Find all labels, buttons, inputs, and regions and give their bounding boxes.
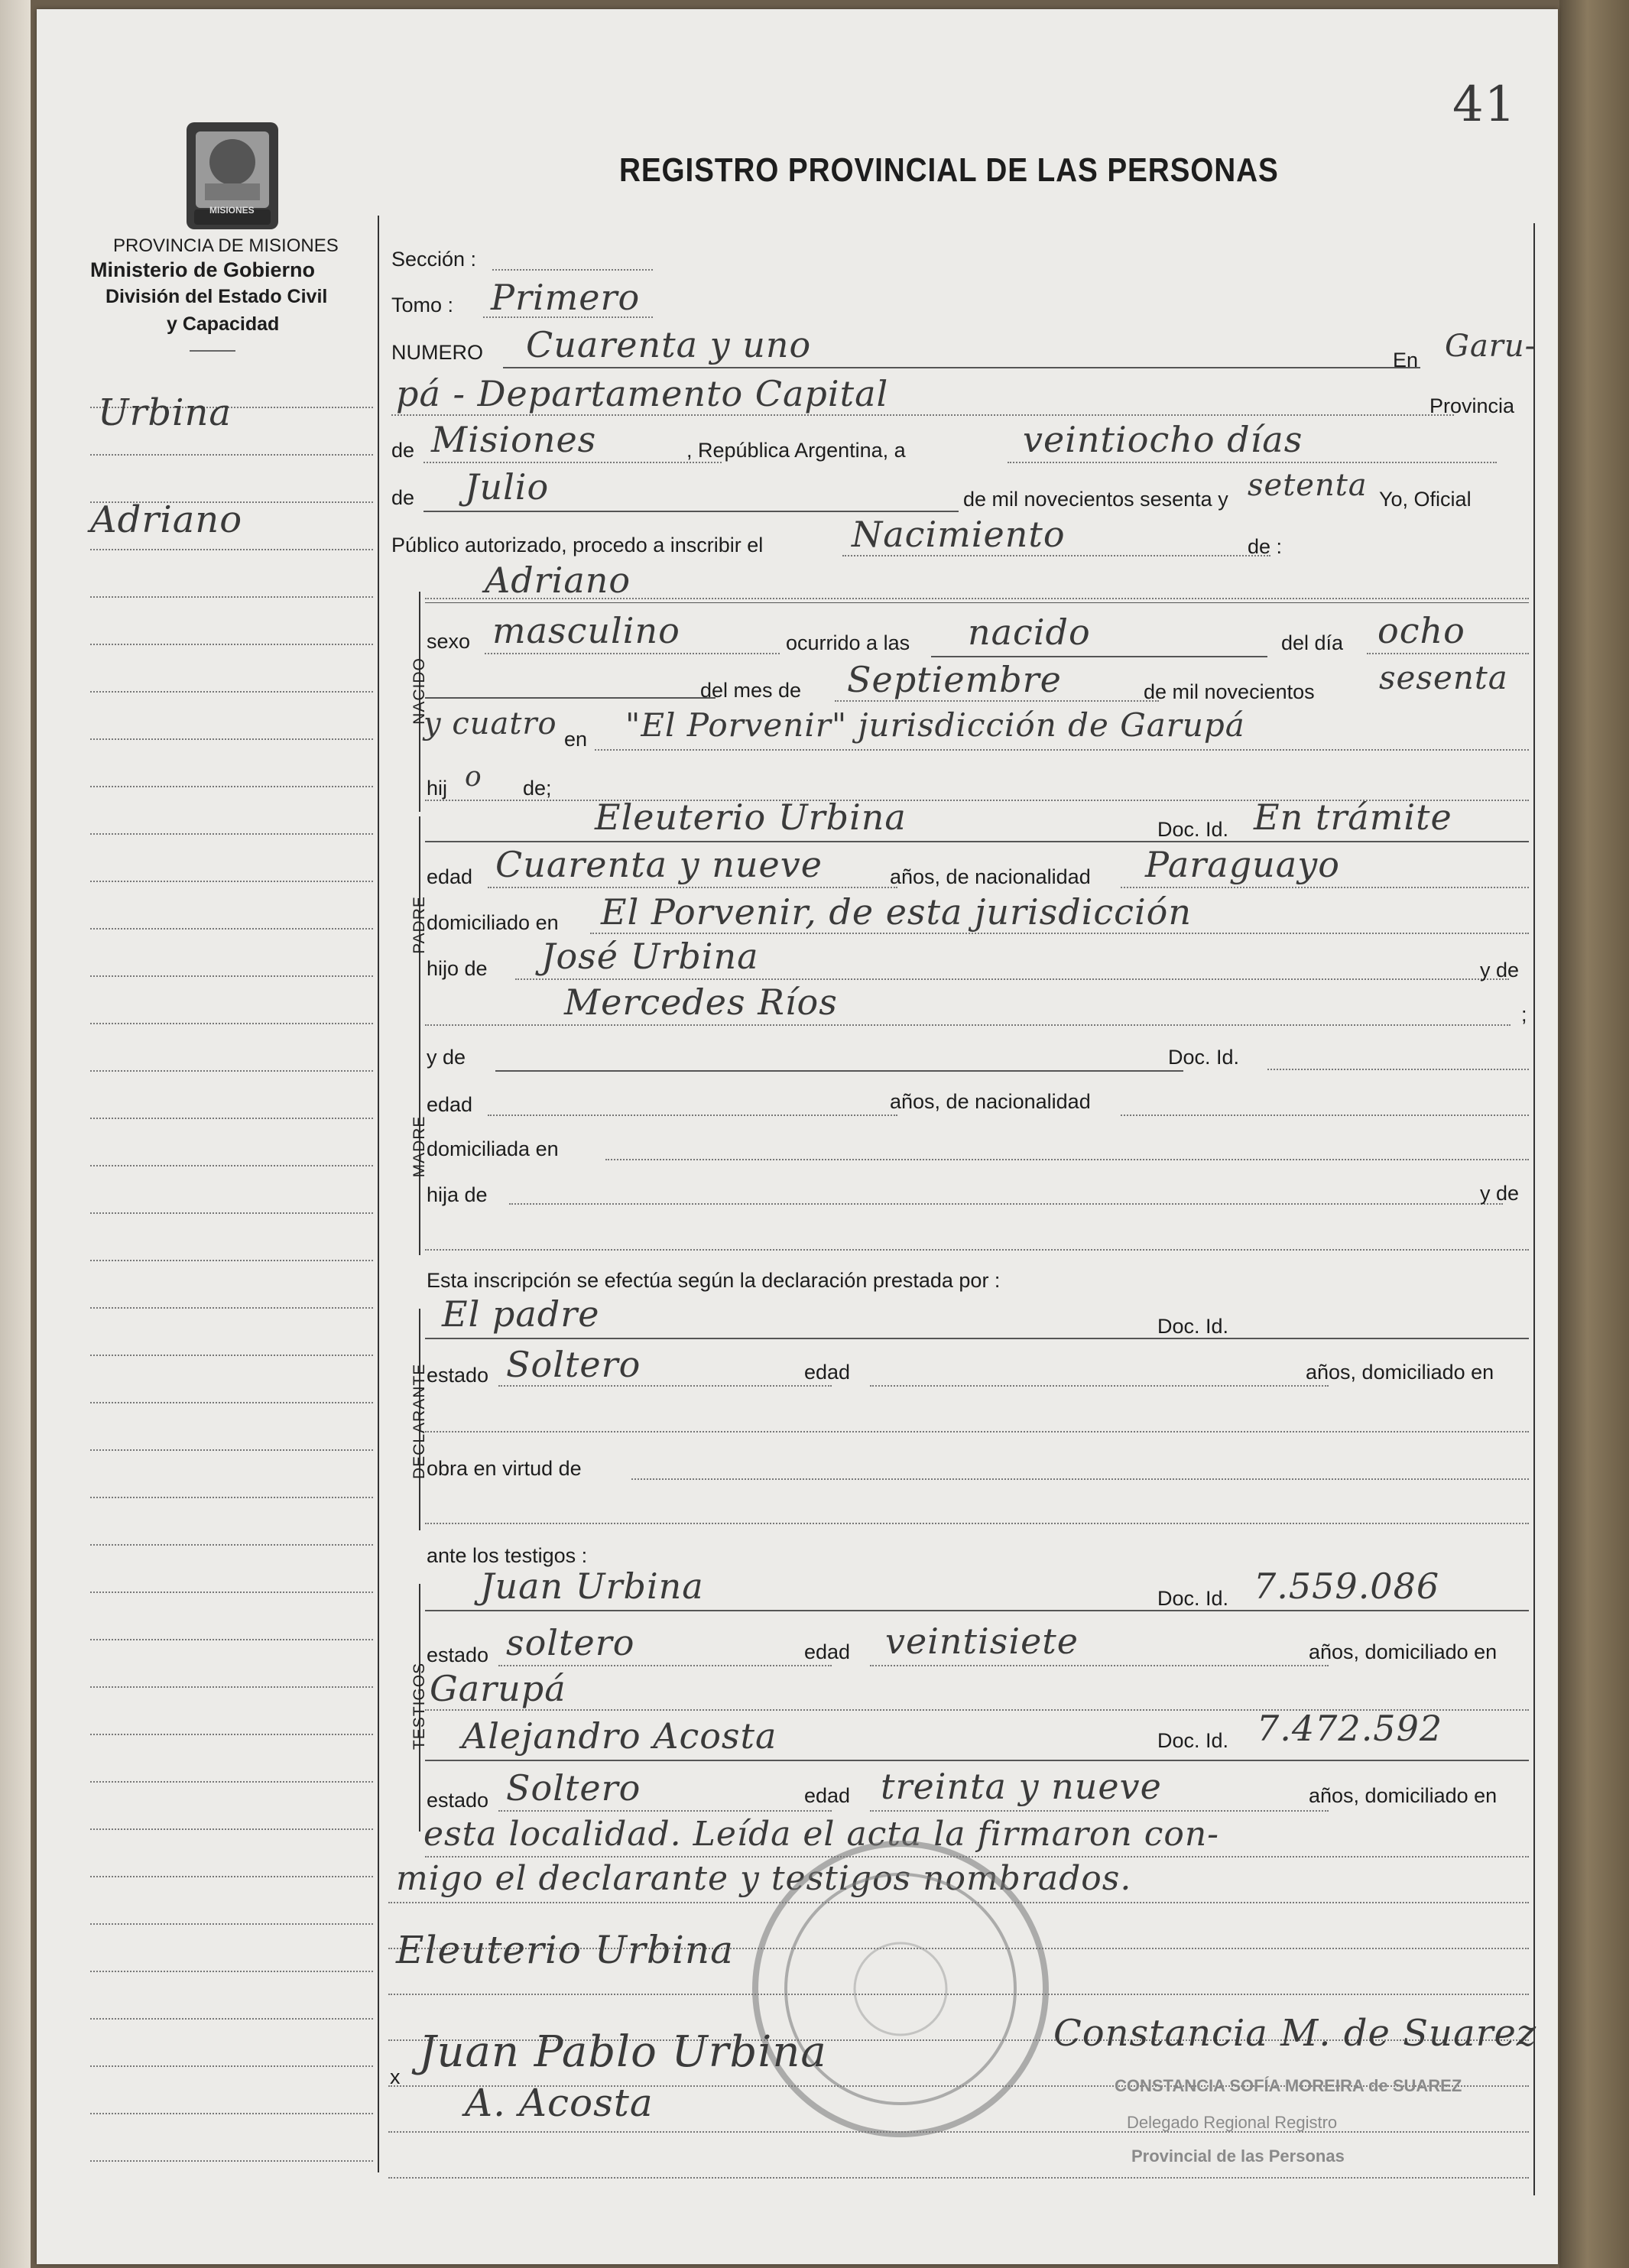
madre-doc-line bbox=[1267, 1069, 1529, 1070]
padre-nac-line bbox=[1121, 887, 1529, 888]
sexo-line bbox=[485, 653, 780, 654]
margin-rule bbox=[90, 1876, 373, 1877]
month-line bbox=[423, 511, 959, 512]
padre-dom-line bbox=[590, 933, 1529, 934]
padre-name-line bbox=[425, 841, 1529, 842]
lugar-value: "El Porvenir" jurisdicción de Garupá bbox=[625, 706, 1245, 744]
testigo1-estado-line bbox=[498, 1665, 832, 1666]
numero-label: NUMERO bbox=[391, 341, 483, 364]
provincia-label: Provincia bbox=[1429, 394, 1515, 417]
year-value: setenta bbox=[1248, 468, 1368, 503]
margin-given-name: Adriano bbox=[90, 498, 243, 541]
obra-label: obra en virtud de bbox=[427, 1457, 582, 1480]
division-label-2: y Capacidad bbox=[167, 313, 280, 335]
hijo-label: hij bbox=[427, 777, 448, 800]
margin-rule bbox=[90, 1639, 373, 1640]
stamp-line-1: CONSTANCIA SOFÍA MOREIRA de SUAREZ bbox=[1115, 2076, 1462, 2095]
margin-rule bbox=[90, 1260, 373, 1261]
signature-padre: Eleuterio Urbina bbox=[396, 1928, 734, 1972]
declarante-line bbox=[425, 1338, 1529, 1339]
testigo1-edad-value: veintisiete bbox=[885, 1621, 1079, 1662]
margin-rule bbox=[90, 1971, 373, 1972]
obra-line bbox=[631, 1478, 1529, 1480]
lugar-line bbox=[595, 749, 1529, 751]
numero-line bbox=[503, 367, 1420, 368]
testigo2-edad-line bbox=[870, 1810, 1329, 1812]
document-title: REGISTRO PROVINCIAL DE LAS PERSONAS bbox=[619, 151, 1279, 189]
stamp-line-3: Provincial de las Personas bbox=[1131, 2146, 1345, 2166]
testigo2-doc-value: 7.472.592 bbox=[1257, 1708, 1443, 1749]
testigo2-anos-label: años, domiciliado en bbox=[1309, 1784, 1498, 1807]
testigo2-estado-value: Soltero bbox=[506, 1767, 641, 1809]
en-label: En bbox=[1393, 349, 1419, 372]
margin-surname: Urbina bbox=[98, 391, 232, 434]
mil-novecientos-label: de mil novecientos sesenta y bbox=[963, 488, 1228, 511]
margin-rule bbox=[90, 596, 373, 598]
section-label-nacido: NACIDO bbox=[410, 657, 428, 725]
testigo1-edad-line bbox=[870, 1665, 1329, 1666]
testigo1-value: Juan Urbina bbox=[480, 1566, 704, 1607]
margin-rule bbox=[90, 1118, 373, 1119]
margin-rule bbox=[90, 1686, 373, 1688]
day-value: veintiocho días bbox=[1023, 419, 1303, 460]
decl-dom-line bbox=[425, 1431, 1529, 1433]
testigo2-value: Alejandro Acosta bbox=[462, 1715, 777, 1757]
margin-divider bbox=[378, 216, 379, 2172]
margin-rule bbox=[90, 644, 373, 645]
padre-hijo-de-label: hijo de bbox=[427, 957, 488, 980]
province-label: PROVINCIA DE MISIONES bbox=[113, 235, 339, 256]
margin-rule bbox=[90, 1355, 373, 1356]
del-dia-label: del día bbox=[1281, 631, 1344, 654]
place-line bbox=[391, 414, 1454, 416]
en-value: Garu- bbox=[1445, 329, 1537, 364]
mil-novecientos-label-2: de mil novecientos bbox=[1144, 680, 1315, 703]
section-label-madre: MADRE bbox=[410, 1115, 428, 1178]
abuelo-line bbox=[515, 978, 1509, 980]
decl-anos-label: años, domiciliado en bbox=[1306, 1361, 1494, 1384]
declarante-value: El padre bbox=[442, 1293, 600, 1335]
de-colon-label: de : bbox=[1248, 535, 1283, 558]
decl-estado-line bbox=[498, 1385, 832, 1387]
x-mark: x bbox=[390, 2065, 401, 2088]
signature-testigo2: A. Acosta bbox=[465, 2081, 654, 2125]
provincia-line bbox=[423, 462, 722, 463]
de-semi-label: de; bbox=[523, 777, 552, 800]
section-label-padre: PADRE bbox=[410, 896, 428, 954]
mes-value: Septiembre bbox=[847, 659, 1062, 700]
anio-nac-value: sesenta bbox=[1379, 659, 1508, 696]
official-seal-icon bbox=[740, 1828, 1061, 2150]
testigo1-estado-label: estado bbox=[427, 1643, 489, 1666]
numero-value: Cuarenta y uno bbox=[526, 324, 812, 365]
testigo1-anos-label: años, domiciliado en bbox=[1309, 1640, 1498, 1663]
padre-edad-line bbox=[488, 887, 897, 888]
madre-hija-de-label: hija de bbox=[427, 1183, 488, 1206]
de-label-2: de bbox=[391, 486, 415, 509]
testigos-label: ante los testigos : bbox=[427, 1544, 588, 1567]
yo-oficial-label: Yo, Oficial bbox=[1379, 488, 1472, 511]
testigo2-line bbox=[425, 1760, 1529, 1761]
page-number: 41 bbox=[1452, 76, 1517, 133]
hora-value: nacido bbox=[968, 612, 1091, 653]
hora-line bbox=[931, 656, 1267, 657]
margin-rule bbox=[90, 2113, 373, 2114]
testigo1-line bbox=[425, 1610, 1529, 1611]
padre-name-value: Eleuterio Urbina bbox=[595, 797, 907, 838]
margin-rule bbox=[90, 1828, 373, 1830]
margin-rule bbox=[90, 1165, 373, 1166]
dia-line bbox=[1367, 653, 1529, 654]
decl-edad-label: edad bbox=[804, 1361, 851, 1384]
seccion-label: Sección : bbox=[391, 248, 477, 271]
book-binding-edge bbox=[1559, 0, 1629, 2268]
section-label-declarante: DECLARANTE bbox=[410, 1363, 428, 1479]
en-lower-label: en bbox=[564, 728, 588, 751]
name-value: Adriano bbox=[485, 560, 631, 601]
sig-line-6 bbox=[388, 2177, 1529, 2179]
margin-rule bbox=[90, 691, 373, 693]
testigo2-estado-label: estado bbox=[427, 1789, 489, 1812]
testigo2-edad-value: treinta y nueve bbox=[881, 1766, 1162, 1807]
division-label-1: División del Estado Civil bbox=[105, 286, 328, 307]
declarante-doc-label: Doc. Id. bbox=[1157, 1315, 1229, 1338]
day-line bbox=[1008, 462, 1497, 463]
place-value: pá - Departamento Capital bbox=[396, 373, 889, 414]
margin-rule bbox=[90, 454, 373, 456]
seal-text: MISIONES bbox=[209, 205, 255, 216]
margin-rule bbox=[90, 1497, 373, 1498]
madre-name-line bbox=[495, 1070, 1183, 1072]
margin-rule bbox=[90, 2065, 373, 2067]
decl-estado-label: estado bbox=[427, 1364, 489, 1387]
margin-rule bbox=[90, 1070, 373, 1072]
dia-value: ocho bbox=[1378, 610, 1465, 651]
blank-line bbox=[425, 697, 716, 699]
margin-rule bbox=[90, 1023, 373, 1024]
padre-dom-value: El Porvenir, de esta jurisdicción bbox=[601, 891, 1192, 933]
hijo-suffix: o bbox=[465, 761, 482, 793]
margin-rule bbox=[90, 1923, 373, 1925]
margin-rule bbox=[90, 928, 373, 930]
de-label-1: de bbox=[391, 439, 415, 462]
section-label-testigos: TESTIGOS bbox=[410, 1662, 428, 1750]
abuela-value: Mercedes Ríos bbox=[564, 982, 838, 1023]
margin-rule bbox=[90, 833, 373, 835]
del-mes-label: del mes de bbox=[700, 679, 802, 702]
mes-line bbox=[835, 700, 1159, 702]
madre-doc-label: Doc. Id. bbox=[1168, 1046, 1240, 1069]
madre-nac-line bbox=[1121, 1115, 1529, 1116]
abuela-line bbox=[425, 1024, 1511, 1026]
acto-line bbox=[842, 555, 1270, 556]
sexo-value: masculino bbox=[492, 610, 680, 651]
madre-padres-line bbox=[509, 1203, 1503, 1205]
padre-doc-value: En trámite bbox=[1254, 797, 1452, 838]
margin-rule bbox=[90, 738, 373, 740]
madre-extra-line bbox=[425, 1249, 1529, 1251]
register-page bbox=[37, 9, 1558, 2264]
margin-rule bbox=[90, 1591, 373, 1593]
testigo2-estado-line bbox=[498, 1810, 832, 1812]
acto-value: Nacimiento bbox=[852, 514, 1066, 555]
signature-testigo1: Juan Pablo Urbina bbox=[419, 2027, 827, 2077]
margin-rule bbox=[90, 1449, 373, 1451]
testigo1-doc-value: 7.559.086 bbox=[1254, 1566, 1440, 1607]
month-value: Julio bbox=[465, 466, 550, 508]
margin-rule bbox=[90, 1212, 373, 1214]
madre-edad-label: edad bbox=[427, 1093, 473, 1116]
testigo1-dom-value: Garupá bbox=[430, 1668, 566, 1709]
divider bbox=[190, 350, 235, 352]
provincia-value: Misiones bbox=[431, 419, 597, 460]
testigo2-edad-label: edad bbox=[804, 1784, 851, 1807]
madre-edad-line bbox=[488, 1115, 897, 1116]
padre-nac-label: años, de nacionalidad bbox=[890, 865, 1091, 888]
publico-label: Público autorizado, procedo a inscribir el bbox=[391, 534, 764, 556]
declaracion-label: Esta inscripción se efectúa según la declaración prestada por : bbox=[427, 1269, 1001, 1292]
ministry-label: Ministerio de Gobierno bbox=[90, 258, 316, 281]
madre-dom-label: domiciliada en bbox=[427, 1137, 559, 1160]
margin-rule bbox=[90, 2018, 373, 2020]
signature-official: Constancia M. de Suarez bbox=[1053, 2012, 1537, 2055]
madre-dom-line bbox=[605, 1159, 1529, 1160]
sexo-label: sexo bbox=[427, 630, 471, 653]
decl-edad-line bbox=[870, 1385, 1329, 1387]
padre-nac-value: Paraguayo bbox=[1145, 844, 1340, 885]
margin-rule bbox=[90, 2160, 373, 2162]
margin-rule bbox=[90, 1544, 373, 1546]
stamp-line-2: Delegado Regional Registro bbox=[1127, 2113, 1338, 2132]
tomo-label: Tomo : bbox=[391, 294, 454, 316]
margin-rule bbox=[90, 881, 373, 882]
margin-rule bbox=[90, 1734, 373, 1735]
seccion-line bbox=[492, 269, 653, 271]
republica-label: , República Argentina, a bbox=[686, 439, 906, 462]
testigo1-edad-label: edad bbox=[804, 1640, 851, 1663]
abuelo-value: José Urbina bbox=[541, 936, 759, 977]
anio-nac-value-2: y cuatro bbox=[423, 706, 557, 741]
padre-y-de-label: y de bbox=[1480, 959, 1520, 982]
margin-rule bbox=[90, 1402, 373, 1403]
testigo2-doc-label: Doc. Id. bbox=[1157, 1729, 1229, 1752]
obra-line-2 bbox=[425, 1523, 1529, 1524]
testigo1-doc-label: Doc. Id. bbox=[1157, 1587, 1229, 1610]
padre-doc-label: Doc. Id. bbox=[1157, 818, 1229, 841]
tomo-value: Primero bbox=[491, 277, 641, 318]
margin-rule bbox=[90, 549, 373, 550]
ocurrido-label: ocurrido a las bbox=[786, 631, 910, 654]
margin-rule bbox=[90, 1307, 373, 1309]
padre-edad-label: edad bbox=[427, 865, 473, 888]
madre-y-de-label: y de bbox=[427, 1046, 466, 1069]
margin-rule bbox=[90, 975, 373, 977]
padre-semicolon: ; bbox=[1521, 1003, 1527, 1026]
left-page-edge bbox=[0, 0, 31, 2268]
madre-nac-label: años, de nacionalidad bbox=[890, 1090, 1091, 1113]
closing-text-1: esta localidad. Leída el acta la firmaron con- bbox=[423, 1815, 1220, 1854]
closing-text-2: migo el declarante y testigos nombrados. bbox=[396, 1859, 1132, 1898]
padre-edad-value: Cuarenta y nueve bbox=[495, 844, 823, 885]
padre-dom-label: domiciliado en bbox=[427, 911, 559, 934]
decl-estado-value: Soltero bbox=[506, 1344, 641, 1385]
margin-rule bbox=[90, 786, 373, 787]
right-border bbox=[1533, 223, 1535, 2195]
madre-y-de-2-label: y de bbox=[1480, 1182, 1520, 1205]
name-rule bbox=[425, 602, 1529, 603]
testigo1-estado-value: soltero bbox=[506, 1622, 635, 1663]
coat-of-arms-icon bbox=[179, 115, 286, 237]
margin-rule bbox=[90, 1781, 373, 1783]
